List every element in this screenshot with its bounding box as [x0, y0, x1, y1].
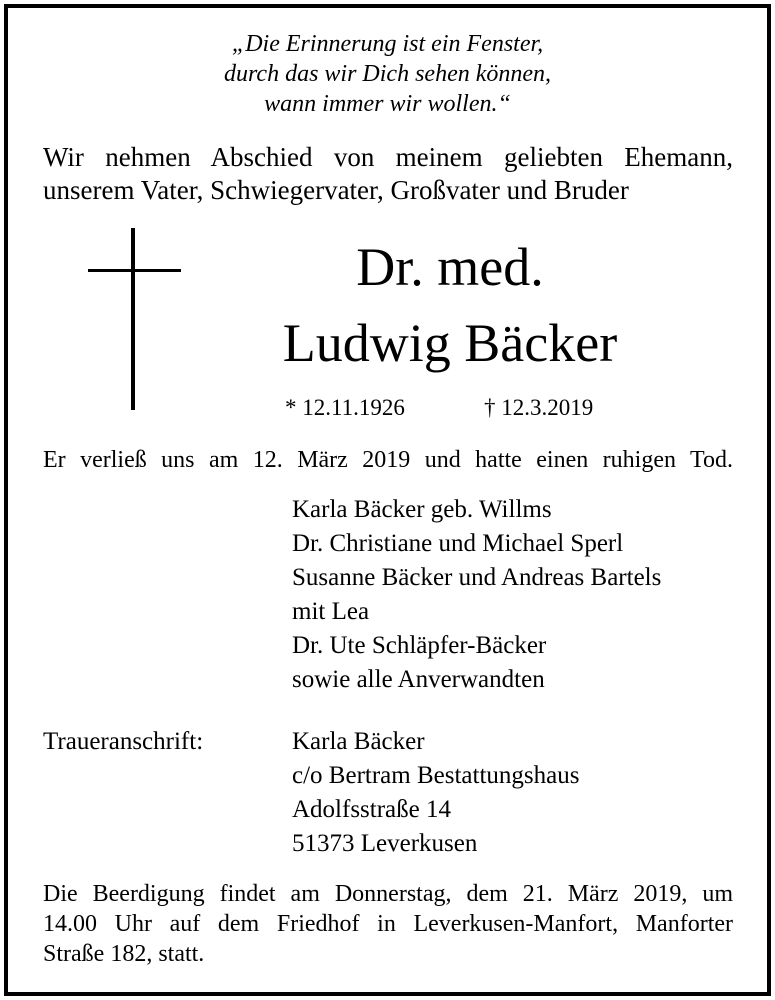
cross-horizontal-bar [88, 269, 181, 272]
address-line-1: Karla Bäcker [292, 728, 425, 755]
address-line-3: Adolfsstraße 14 [292, 796, 451, 823]
funeral-line-1: Die Beerdigung findet am Donnerstag, dem 21. März 2019, um [43, 881, 733, 907]
death-notice: Er verließ uns am 12. März 2019 und hatte einen ruhigen Tod. [43, 447, 733, 473]
cross-vertical-bar [131, 228, 135, 410]
intro-line-1: Wir nehmen Abschied von meinem geliebten Ehemann, [43, 142, 733, 172]
death-date: † 12.3.2019 [484, 395, 594, 420]
name-title: Dr. med. [356, 237, 544, 297]
funeral-notice [43, 879, 733, 969]
mourner-1: Karla Bäcker geb. Willms [292, 496, 552, 523]
mourner-3: Susanne Bäcker und Andreas Bartels [292, 564, 662, 591]
address-line-4: 51373 Leverkusen [292, 830, 478, 857]
deceased-name: Ludwig Bäcker [282, 313, 618, 373]
mourner-5: Dr. Ute Schläpfer-Bäcker [292, 632, 547, 659]
address-label: Traueranschrift: [43, 728, 204, 755]
address-line-2: c/o Bertram Bestattungshaus [292, 762, 580, 789]
mourner-4: mit Lea [292, 598, 370, 625]
intro-line-2: unserem Vater, Schwiegervater, Großvater und Bruder [43, 175, 629, 205]
mourner-2: Dr. Christiane und Michael Sperl [292, 530, 624, 557]
quote-line-3: wann immer wir wollen.“ [264, 91, 511, 117]
birth-date: * 12.11.1926 [285, 395, 405, 420]
mourner-6: sowie alle Anverwandten [292, 666, 545, 693]
quote-line-1: „Die Erinnerung ist ein Fenster, [231, 31, 544, 57]
funeral-line-2: 14.00 Uhr auf dem Friedhof in Leverkusen-Manfort, Manforter [43, 911, 733, 937]
funeral-line-3: Straße 182, statt. [43, 941, 205, 967]
quote-line-2: durch das wir Dich sehen können, [223, 61, 552, 87]
